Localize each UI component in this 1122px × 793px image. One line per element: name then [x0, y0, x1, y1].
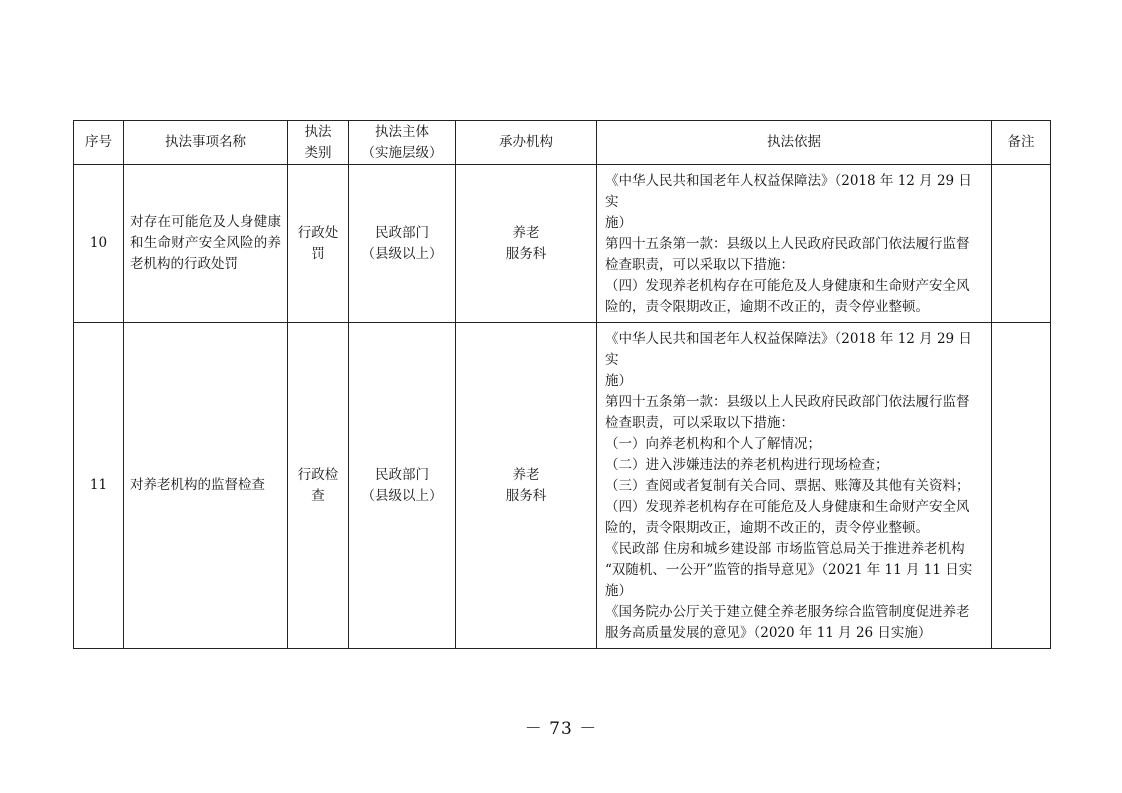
page-number: － 73 －: [524, 719, 598, 739]
row-subject-line2: （县级以上）: [361, 487, 443, 504]
row-org-line1: 养老: [512, 466, 540, 483]
row-item-name: 对存在可能危及人身健康和生命财产安全风险的养老机构的行政处罚: [124, 165, 288, 323]
header-remarks: [992, 121, 1051, 165]
header-item-name: [124, 121, 288, 165]
table-header-row: [74, 121, 1051, 165]
row-org-line2: 服务科: [505, 487, 547, 504]
basis-line: 施）: [605, 373, 632, 389]
header-handling-org: [456, 121, 597, 165]
header-seq-label: 序号: [85, 134, 112, 150]
header-subject: [349, 121, 456, 165]
header-category-line1: 执法: [304, 123, 332, 140]
header-category: [288, 121, 349, 165]
row-subject-line1: 民政部门: [375, 224, 429, 241]
header-basis-label: 执法依据: [767, 134, 821, 150]
row-remarks: [992, 323, 1051, 649]
basis-line: 第四十五条第一款：县级以上人民政府民政部门依法履行监督: [605, 236, 970, 252]
basis-line: “双随机、一公开”监管的指导意见》（2021 年 11 月 11 日实施）: [605, 562, 973, 599]
basis-line: 《国务院办公厅关于建立健全养老服务综合监管制度促进养老: [605, 604, 970, 620]
row-subject: [349, 165, 456, 323]
row-item-name: 对养老机构的监督检查: [124, 323, 288, 649]
row-remarks: [992, 165, 1051, 323]
header-subject-line2: （实施层级）: [361, 144, 443, 161]
basis-line: 施）: [605, 215, 632, 231]
basis-line: （二）进入涉嫌违法的养老机构进行现场检查；: [605, 457, 889, 473]
row-category-line2: 查: [311, 487, 325, 504]
row-category: [288, 165, 349, 323]
row-org-line2: 服务科: [505, 245, 547, 262]
row-seq: 11: [74, 323, 124, 649]
table-row: [74, 323, 1051, 649]
header-handling-org-label: 承办机构: [499, 134, 553, 150]
row-category-line1: 行政处: [297, 224, 339, 241]
basis-line: 《中华人民共和国老年人权益保障法》（2018 年 12 月 29 日实: [605, 173, 972, 210]
row-subject-line1: 民政部门: [375, 466, 429, 483]
header-subject-line1: 执法主体: [375, 123, 429, 140]
header-item-name-label: 执法事项名称: [165, 134, 246, 150]
row-basis: [597, 165, 992, 323]
basis-line: 第四十五条第一款：县级以上人民政府民政部门依法履行监督: [605, 394, 970, 410]
row-subject: [349, 323, 456, 649]
row-category-line2: 罚: [311, 245, 325, 262]
header-basis: [597, 121, 992, 165]
basis-line: （一）向养老机构和个人了解情况；: [605, 436, 821, 452]
row-subject-line2: （县级以上）: [361, 245, 443, 262]
row-handling-org: [456, 165, 597, 323]
row-basis: [597, 323, 992, 649]
basis-line: 险的，责令限期改正，逾期不改正的，责令停业整顿。: [605, 520, 929, 536]
header-category-line2: 类别: [304, 144, 332, 161]
enforcement-table: [73, 120, 1051, 649]
row-category-line1: 行政检: [297, 466, 339, 483]
basis-line: （四）发现养老机构存在可能危及人身健康和生命财产安全风: [605, 499, 970, 515]
basis-line: （四）发现养老机构存在可能危及人身健康和生命财产安全风: [605, 278, 970, 294]
header-remarks-label: 备注: [1007, 134, 1035, 150]
basis-line: 《中华人民共和国老年人权益保障法》（2018 年 12 月 29 日实: [605, 331, 972, 368]
row-org-line1: 养老: [512, 224, 540, 241]
basis-line: 检查职责，可以采取以下措施：: [605, 257, 794, 273]
header-seq: [74, 121, 124, 165]
basis-line: 《民政部 住房和城乡建设部 市场监管总局关于推进养老机构: [605, 541, 965, 557]
table-row: [74, 165, 1051, 323]
basis-line: 险的，责令限期改正，逾期不改正的，责令停业整顿。: [605, 299, 929, 315]
basis-line: 检查职责，可以采取以下措施：: [605, 415, 794, 431]
row-category: [288, 323, 349, 649]
basis-line: 服务高质量发展的意见》（2020 年 11 月 26 日实施）: [605, 625, 932, 641]
basis-line: （三）查阅或者复制有关合同、票据、账簿及其他有关资料；: [605, 478, 970, 494]
row-seq: 10: [74, 165, 124, 323]
row-handling-org: [456, 323, 597, 649]
